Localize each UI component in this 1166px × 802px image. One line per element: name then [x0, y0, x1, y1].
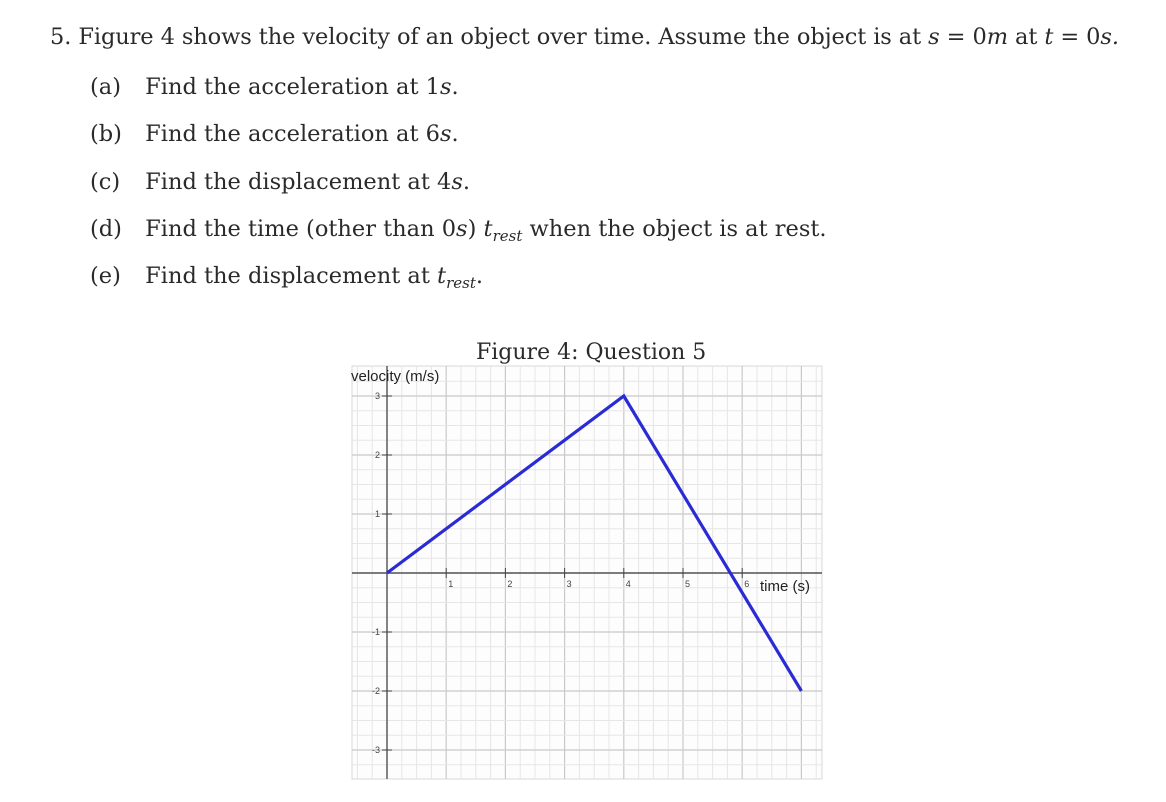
part-label: (d): [90, 216, 122, 242]
part-a: (a) Find the acceleration at 1s.: [90, 74, 459, 100]
part-e: (e) Find the displacement at $t_{rest}$.: [90, 263, 484, 292]
x-tick-label: 2: [507, 579, 513, 589]
x-tick-label: 5: [685, 579, 691, 589]
y-tick-label: -3: [371, 745, 380, 755]
figure-caption: Figure 4: Question 5: [476, 340, 707, 365]
question-stem: 5. Figure 4 shows the velocity of an object over time. Assume the object is at s = 0m at t = 0s.: [50, 24, 1119, 50]
part-d: (d) Find the time (other than 0s) $t_{rest}$ when the object is at rest.: [90, 216, 827, 245]
y-tick-label: 3: [374, 391, 380, 401]
x-tick-label: 6: [744, 579, 750, 589]
x-tick-label: 4: [625, 579, 631, 589]
part-label: (c): [90, 169, 121, 195]
part-label: (a): [90, 74, 121, 100]
x-tick-label: 1: [448, 579, 454, 589]
y-tick-label: -2: [371, 686, 380, 696]
x-tick-label: 3: [566, 579, 572, 589]
part-label: (b): [90, 121, 122, 147]
part-b: (b) Find the acceleration at 6s.: [90, 121, 459, 147]
y-tick-label: -1: [371, 627, 380, 637]
part-c: (c) Find the displacement at 4s.: [90, 169, 471, 195]
x-axis-label: time (s): [760, 578, 810, 595]
y-tick-label: 2: [374, 450, 380, 460]
y-tick-label: 1: [374, 509, 380, 519]
y-axis-label: velocity (m/s): [351, 368, 440, 385]
part-label: (e): [90, 263, 121, 289]
